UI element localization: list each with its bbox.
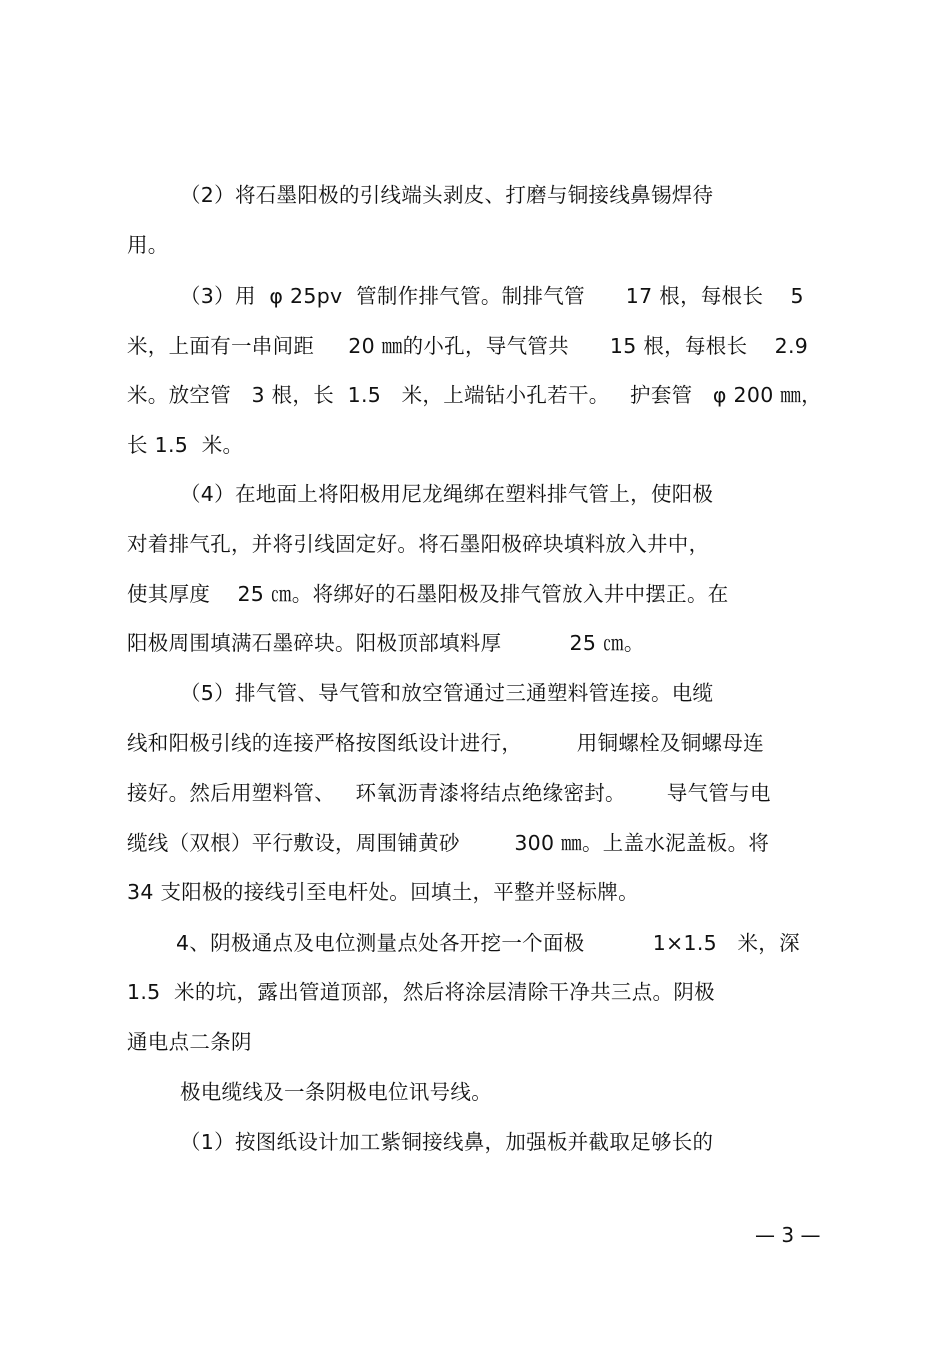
paragraph-line: 对着排气孔，并将引线固定好。将石墨阳极碎块填料放入井中，	[127, 532, 710, 556]
paragraph-line: （2）将石墨阳极的引线端头剥皮、打磨与铜接线鼻锡焊待	[180, 183, 714, 207]
paragraph-line: 4、阴极通点及电位测量点处各开挖一个面极 1×1.5 米，深	[176, 931, 800, 955]
paragraph-line: 通电点二条阴	[127, 1030, 252, 1054]
paragraph-line: 使其厚度 25 ㎝。将绑好的石墨阳极及排气管放入井中摆正。在	[127, 582, 729, 606]
paragraph-line: 极电缆线及一条阴极电位讯号线。	[180, 1080, 492, 1104]
paragraph-line: 长 1.5 米。	[127, 433, 244, 457]
paragraph-line: （1）按图纸设计加工紫铜接线鼻，加强板并截取足够长的	[180, 1130, 714, 1154]
paragraph-line: 米，上面有一串间距 20 ㎜的小孔，导气管共 15 根，每根长 2.9	[127, 334, 809, 358]
paragraph-line: 用。	[127, 233, 169, 257]
paragraph-line: 34 支阳极的接线引至电杆处。回填土，平整并竖标牌。	[127, 880, 639, 904]
paragraph-line: （4）在地面上将阳极用尼龙绳绑在塑料排气管上，使阳极	[180, 482, 714, 506]
paragraph-line: 接好。然后用塑料管、 环氧沥青漆将结点绝缘密封。 导气管与电	[127, 781, 771, 805]
page-number: — 3 —	[755, 1223, 821, 1247]
paragraph-line: 阳极周围填满石墨碎块。阳极顶部填料厚 25 ㎝。	[127, 631, 645, 655]
paragraph-line: 1.5 米的坑，露出管道顶部，然后将涂层清除干净共三点。阴极	[127, 980, 715, 1004]
paragraph-line: （5）排气管、导气管和放空管通过三通塑料管连接。电缆	[180, 681, 714, 705]
paragraph-line: 缆线（双根）平行敷设，周围铺黄砂 300 ㎜。上盖水泥盖板。将	[127, 831, 770, 855]
paragraph-line: 线和阳极引线的连接严格按图纸设计进行， 用铜螺栓及铜螺母连	[127, 731, 764, 755]
paragraph-line: 米。放空管 3 根，长 1.5 米，上端钻小孔若干。 护套管 φ 200 ㎜，	[127, 383, 822, 407]
paragraph-line: （3）用 φ 25pv 管制作排气管。制排气管 17 根，每根长 5	[180, 284, 804, 308]
